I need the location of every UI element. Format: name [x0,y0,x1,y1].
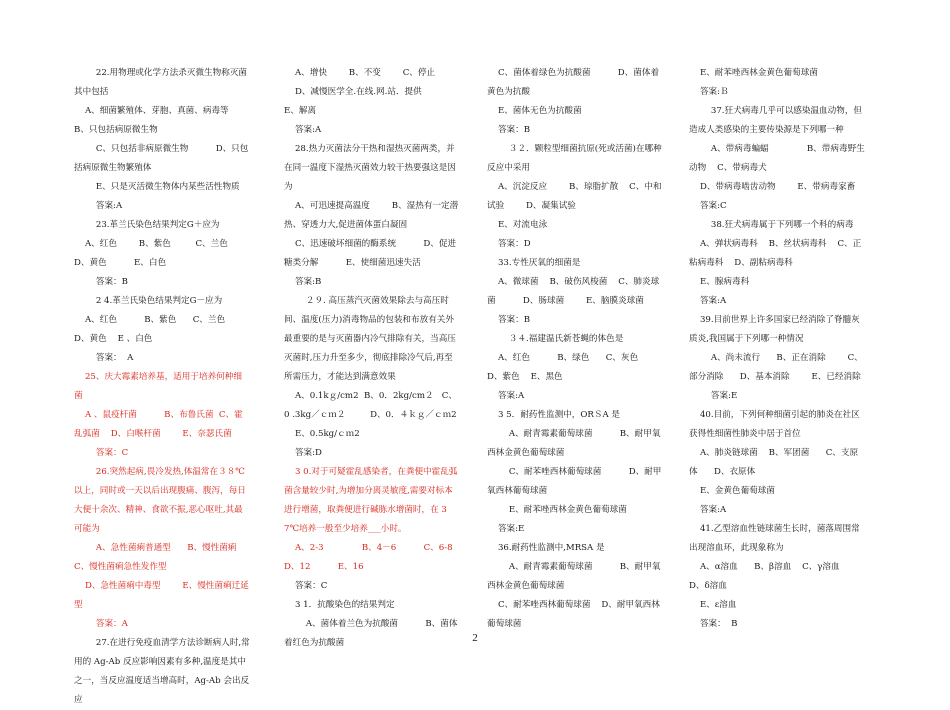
text-line: A、肺炎链球菌 B、军团菌 C、支原体 D、衣原体 [689,448,859,477]
text-line: 答案:A [74,201,123,211]
text-line: 答案:E [487,524,525,534]
text-line: E、对流电泳 [487,220,548,230]
text-line: 答案： A [74,353,134,363]
text-line: 23.革兰氏染色结果判定G＋应为 [74,220,220,230]
text-line: 3 0.对于可疑霍乱感染者，在粪便中霍乱弧菌含量较少时,为增加分离灵敏度,需要对标本进行增菌，取粪便进行碱胨水增菌时，在 37℃培养一般至少培养___小时。 [284,467,458,534]
column-4 [689,64,865,634]
text-line: 40.目前，下列何种细菌引起的肺炎在社区获得性细菌性肺炎中居于首位 [689,410,860,439]
text-line: E、ε溶血 [689,600,737,610]
text-line: 答案:A [689,505,727,515]
text-line: ３４.福建温氏新苍蝇的体色是 [487,334,624,344]
text-line: D、急性菌痢中毒型 E、慢性菌痢迁延型 [74,581,249,610]
text-line: 答案： B [689,619,738,629]
text-line: 答案：C [284,581,328,591]
text-line: 22.用物理或化学方法杀灭微生物称灭菌其中包括 [74,68,248,97]
text-line: A、红色 B、绿色 C、灰色 D、紫色 E、黑色 [487,353,658,382]
text-line: A、微球菌 B、破伤风梭菌 C、肺炎球菌 D、肠球菌 E、脑膜炎球菌 [487,277,660,306]
text-line: 3 5．耐药性监测中，ORＳA 是 [487,410,620,420]
text-line: A、红色 B、紫色 C、兰色 D、黄色 E、白色 [74,239,256,268]
text-line: A、2-3 B、4－6 C、6-8 D、12 E、16 [284,543,467,572]
text-line: A、0.1kｇ/cm2 B、0．2kg/cm２ C、0 .3kg／ｃｍ２ D、0．４ｋｇ／ｃｍ2 [284,391,457,420]
text-line: 答案：B [487,125,531,135]
text-line: 答案:E [689,391,738,401]
text-line: 答案：B [487,315,531,325]
page-number: 2 [472,632,478,644]
text-line: 27.在进行免疫血清学方法诊断病人时,常用的 Ag-Ab 反应影响因素有多种,温度是其中之一，当反应温度适当增高时，Ag-Ab 会出反应 [74,638,250,705]
text-line: A、可迅速提高温度 B、湿热有一定潜热、穿透力大,促进菌体蛋白凝固 [284,201,459,230]
text-line: 26.突然起病,畏冷发热,体温常在３８℃以上，同时或一天以后出现腹痛、腹泻，每日大便十余次、精神、食欲不振,恶心呕吐,其最可能为 [74,467,246,534]
text-line: 答案:A [487,391,525,401]
column-1 [74,64,264,710]
text-line: C、菌体着绿色为抗酸菌 D、菌体着黄色为抗酸 [487,68,660,97]
text-line: 答案：C [74,448,129,458]
text-line: E、腺病毒科 [689,277,750,287]
text-line: ２９. 高压蒸汽灭菌效果除去与高压时间、温度(压力)消毒物品的包装和布放有关外最重要的是与灭菌器内冷气排除有关，当高压灭菌时,压力升至多少，彻底排除冷气后,再至所需压力，才能达到满意效果 [284,296,456,382]
text-line: E、耐苯唑西林金黄色葡萄球菌 [487,505,627,515]
text-line: A、弹状病毒科 B、丝状病毒科 C、正粘病毒科 D、副粘病毒科 [689,239,862,268]
text-line: 答案:A [284,125,322,135]
text-line: A、细菌繁殖体、芽胞、真菌、病毒等 B、只包括病原微生物 [74,106,251,135]
text-line: 39.目前世界上许多国家已经消除了脊髓灰质炎,我国属于下列哪一种情况 [689,315,860,344]
text-line: 37.狂犬病毒几乎可以感染温血动物，但造成人类感染的主要传染源是下列哪一种 [689,106,863,135]
text-line: 答案:Ｂ [689,87,729,97]
text-line: 25、庆大霉素培养基，适用于培养何种细菌 [74,372,242,401]
text-line: E、只是灭活微生物体内某些活性物质 [74,182,240,192]
text-line: 3 1．抗酸染色的结果判定 [284,600,395,610]
text-line: C、迅速破坏细菌的酶系统 D、促进糖类分解 E、使细菌迅速失活 [284,239,457,268]
text-line: A、带病毒蝙蝠 B、带病毒野生动物 C、带病毒犬 [689,144,865,173]
text-line: A、增快 B、不变 C、停止 [284,68,436,78]
text-line: A、尚未流行 B、正在消除 C、部分消除 D、基本消除 E、已经消除 [689,353,863,382]
text-line: D、减慢医学全.在线.网.站．提供 E、解离 [284,87,450,116]
text-line: 答案：B [74,277,128,287]
text-line: A、红色 B、紫色 C、兰色 D、黄色 E 、白色 [74,315,237,344]
text-line: 28.热力灭菌法分干热和湿热灭菌两类，并在同一温度下湿热灭菌效力较干热要强这是因为 [284,144,456,192]
column-3 [487,64,663,634]
text-line: E、耐苯唑西林金黄色葡萄球菌 [689,68,818,78]
text-line: 答案：A [74,619,128,629]
text-line: ３２．颗粒型细菌抗原(死或活菌)在哪种反应中采用 [487,144,662,173]
text-line: 2 4.革兰氏染色结果判定G－应为 [74,296,223,306]
text-line: C、耐苯唑西林葡萄球菌 D、耐甲氧西林葡萄球菌 [487,600,660,629]
text-line: C、只包括非病原微生物 D、只包括病原微生物繁殖体 [74,144,249,173]
text-line: 38.狂犬病毒属于下列哪一个科的病毒 [689,220,854,230]
text-line: A、急性菌痢普通型 B、慢性菌痢 C、慢性菌痢急性发作型 [74,543,264,572]
text-line: 答案:D [284,448,322,458]
text-line: 答案:C [689,201,727,211]
text-line: 36.耐药性监测中,MRSA 是 [487,543,605,553]
text-line: E、菌体无色为抗酸菌 [487,106,582,116]
text-line: D、带病毒啮齿动物 E、带病毒家畜 [689,182,856,192]
text-line: 41.乙型溶血性链球菌生长时，菌落周围常出现溶血环，此现象称为 [689,524,860,553]
text-line: 答案:A [689,296,727,306]
text-line: 答案：D [487,239,531,249]
text-line: A、α溶血 B、β溶血 C、γ溶血 D、δ溶血 [689,562,856,591]
text-line: E、金黄色葡萄球菌 [689,486,775,496]
column-2 [284,64,467,653]
text-line: A、菌体着兰色为抗酸菌 B、菌体着红色为抗酸菌 [284,619,458,648]
text-line: 答案:B [284,277,322,287]
text-line: C、耐苯唑西林葡萄球菌 D、耐甲氧西林葡萄球菌 [487,467,662,496]
text-line: A、耐青霉素葡萄球菌 B、耐甲氧西林金黄色葡萄球菌 [487,562,661,591]
text-line: E、0.5kg/ｃｍ2 [284,429,360,439]
text-line: A、沉淀反应 B、琼脂扩散 C、中和试验 D、凝集试验 [487,182,662,211]
text-line: A 、鼠疫杆菌 B、布鲁氏菌 C、霍乱弧菌 D、白喉杆菌 E、奈瑟氏菌 [74,410,243,439]
text-line: A、耐青霉素葡萄球菌 B、耐甲氧西林金黄色葡萄球菌 [487,429,661,458]
text-line: 33.专性厌氧的细菌是 [487,258,581,268]
